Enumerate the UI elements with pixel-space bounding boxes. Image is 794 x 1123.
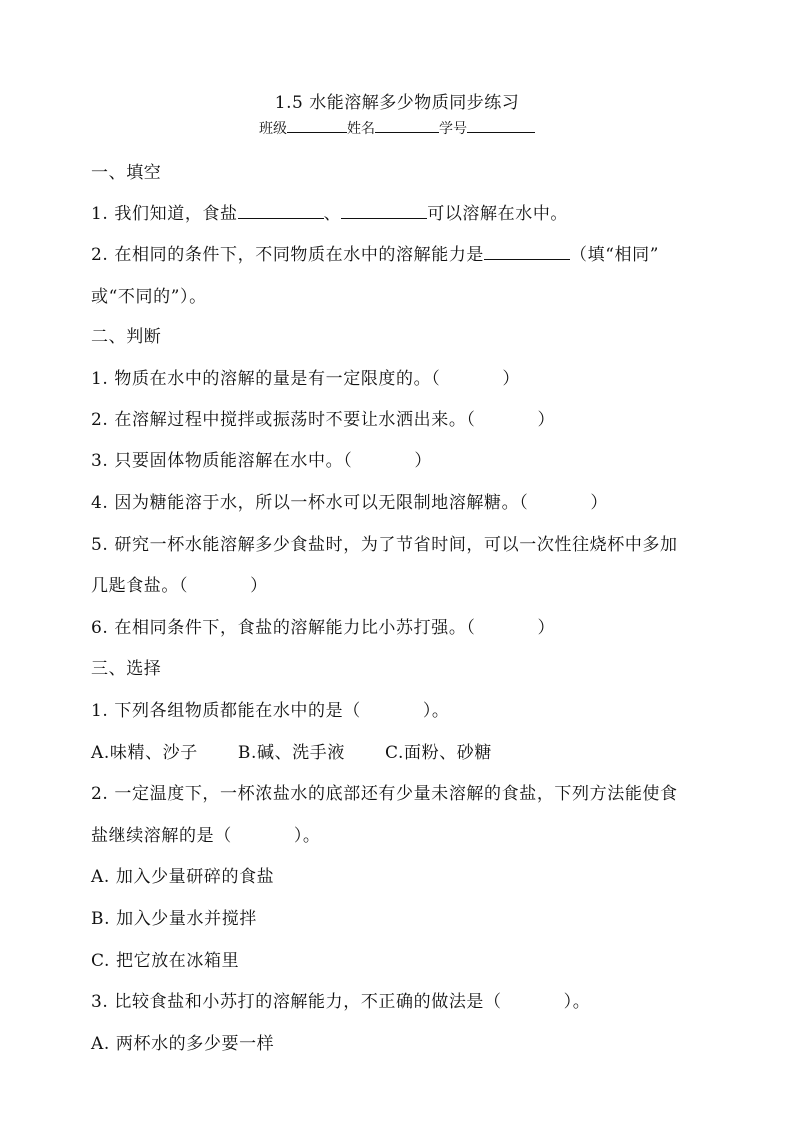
judge-question-1: 1. 物质在水中的溶解的量是有一定限度的。（ ） [91,369,520,389]
section-heading-choice: 三、选择 [91,659,162,679]
judge-question-5: 5. 研究一杯水能溶解多少食盐时，为了节省时间，可以一次性往烧杯中多加 [91,535,678,555]
option-a[interactable]: A.味精、沙子 [91,743,198,763]
option-c[interactable]: C.面粉、砂糖 [385,743,493,763]
id-blank[interactable] [467,118,535,133]
judge-question-4: 4. 因为糖能溶于水，所以一杯水可以无限制地溶解糖。（ ） [91,493,608,513]
choice-question-1: 1. 下列各组物质都能在水中的是（ ）。 [91,701,450,721]
judge-question-6: 6. 在相同条件下，食盐的溶解能力比小苏打强。（ ） [91,618,556,638]
student-info-row [0,118,794,138]
answer-blank[interactable] [238,204,324,219]
option-a[interactable]: A. 两杯水的多少要一样 [91,1034,275,1054]
fill-question-1: 1. 我们知道，食盐 、 可以溶解在水中。 [91,204,569,224]
option-a[interactable]: A. 加入少量研碎的食盐 [91,867,275,887]
name-blank[interactable] [375,118,439,133]
option-c[interactable]: C. 把它放在冰箱里 [91,951,240,971]
judge-question-5-cont: 几匙食盐。（ ） [91,576,268,596]
page-title: 1.5 水能溶解多少物质同步练习 [274,93,520,113]
answer-blank[interactable] [484,245,570,260]
name-label: 姓名 [347,121,375,137]
option-b[interactable]: B. 加入少量水并搅拌 [91,909,257,929]
judge-question-2: 2. 在溶解过程中搅拌或振荡时不要让水洒出来。（ ） [91,410,556,430]
option-b[interactable]: B.碱、洗手液 [237,743,345,763]
choice-question-1-options [91,738,492,763]
fill-question-2-cont: 或“不同的”）。 [91,287,207,307]
section-heading-judge: 二、判断 [91,327,162,347]
fill-question-2: 2. 在相同的条件下，不同物质在水中的溶解能力是 （填“相同” [91,245,660,265]
choice-question-3: 3. 比较食盐和小苏打的溶解能力，不正确的做法是（ ）。 [91,992,591,1012]
class-blank[interactable] [287,118,347,133]
id-label: 学号 [439,121,467,137]
section-heading-fill: 一、填空 [91,163,162,183]
class-label: 班级 [259,121,287,137]
answer-blank[interactable] [341,204,427,219]
judge-question-3: 3. 只要固体物质能溶解在水中。（ ） [91,451,432,471]
choice-question-2-cont: 盐继续溶解的是（ ）。 [91,826,321,846]
choice-question-2: 2. 一定温度下，一杯浓盐水的底部还有少量未溶解的食盐，下列方法能使食 [91,784,678,804]
